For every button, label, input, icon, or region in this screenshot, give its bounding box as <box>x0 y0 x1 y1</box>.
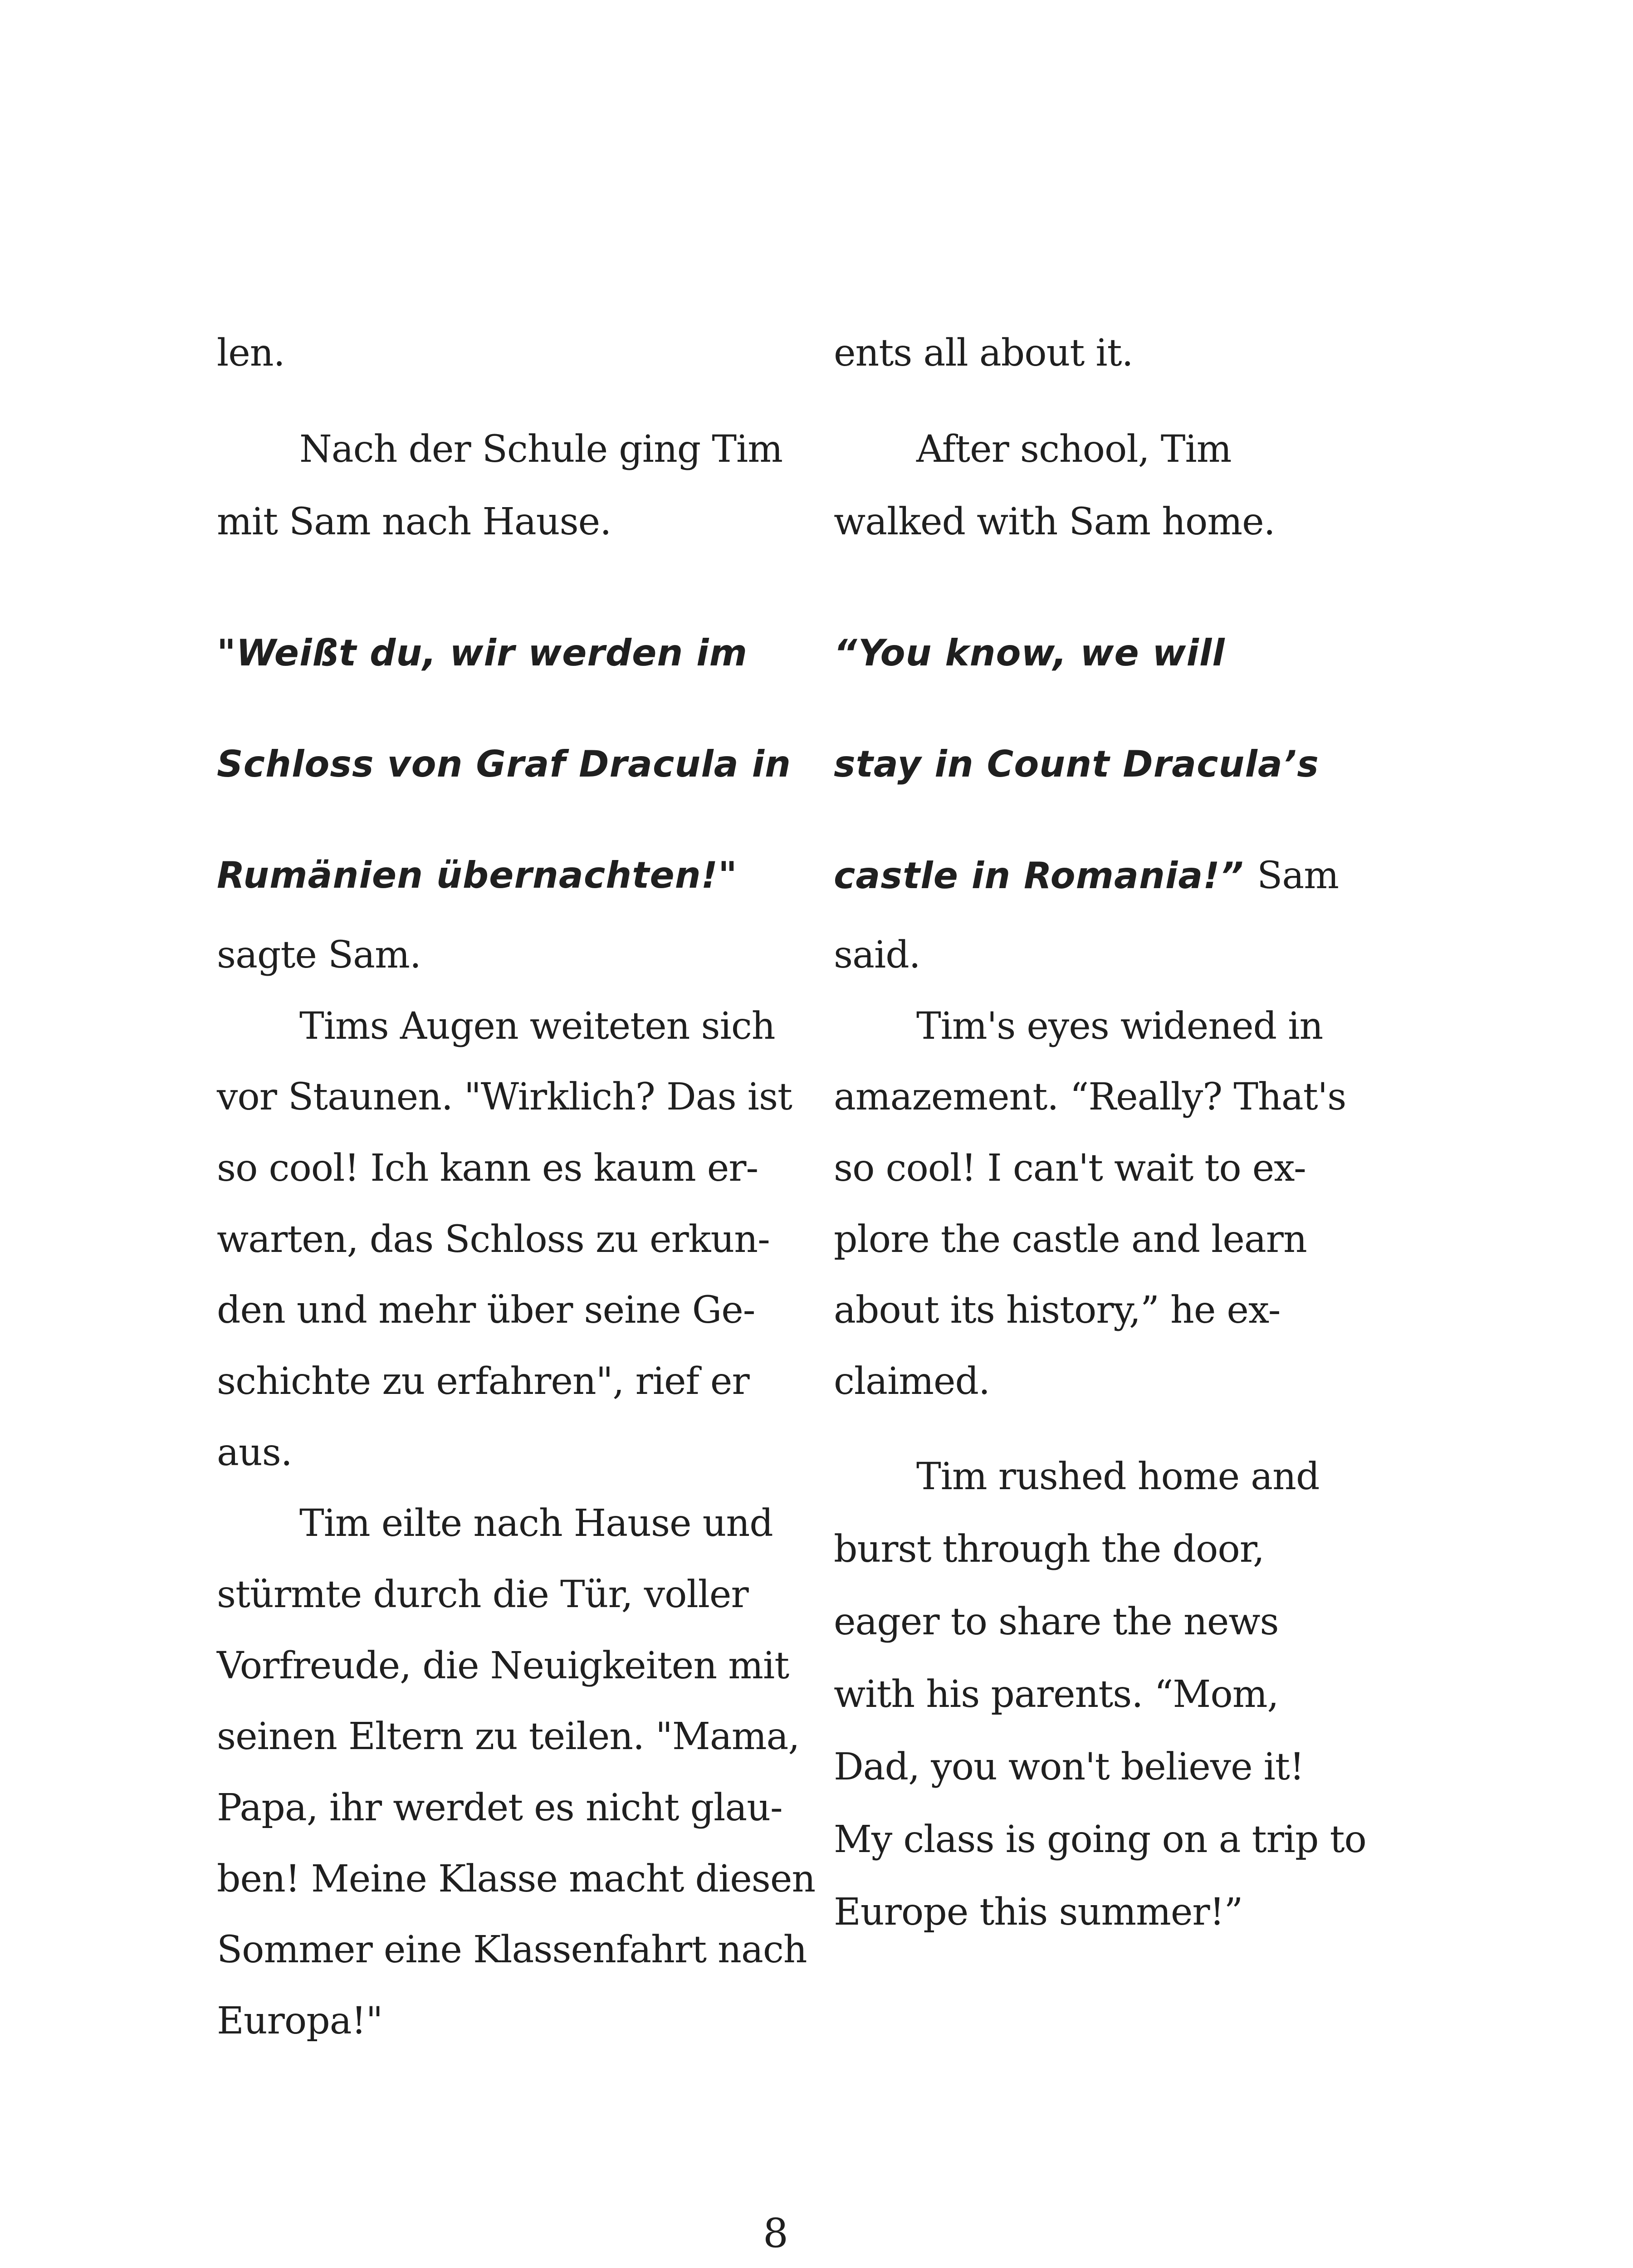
german-text-line: den und mehr über seine Ge- <box>217 1289 755 1332</box>
german-paragraph-start: Tims Augen weiteten sich <box>299 1005 775 1048</box>
german-text-line: mit Sam nach Hause. <box>217 500 611 543</box>
english-speaker-text: Sam <box>1257 854 1339 897</box>
german-text-line: Vorfreude, die Neuigkeiten mit <box>217 1644 789 1687</box>
german-text-line: Sommer eine Klassenfahrt nach <box>217 1928 807 1971</box>
german-text-line: sagte Sam. <box>217 934 421 977</box>
german-text-line: so cool! Ich kann es kaum er- <box>217 1147 758 1190</box>
english-quote-line: “You know, we will <box>834 632 1225 674</box>
german-text-line: ben! Meine Klasse macht diesen <box>217 1857 816 1901</box>
german-text-line: len. <box>217 332 285 375</box>
german-text-line: Europa!" <box>217 1999 383 2043</box>
english-text-line: burst through the door, <box>834 1528 1264 1571</box>
german-text-line: warten, das Schloss zu erkun- <box>217 1218 770 1261</box>
german-text-line: seinen Eltern zu teilen. "Mama, <box>217 1715 800 1758</box>
english-paragraph-start: Tim rushed home and <box>916 1455 1320 1498</box>
english-paragraph-start: Tim's eyes widened in <box>916 1005 1323 1048</box>
english-text-line: claimed. <box>834 1360 990 1403</box>
page-number: 8 <box>763 2210 788 2257</box>
english-text-line: Europe this summer!” <box>834 1891 1243 1934</box>
german-quote-line: "Weißt du, wir werden im <box>217 632 748 674</box>
english-text-line: amazement. “Really? That's <box>834 1075 1346 1119</box>
german-quote-line: Schloss von Graf Dracula in <box>217 743 791 785</box>
english-text-line: plore the castle and learn <box>834 1218 1307 1261</box>
english-text-line: Dad, you won't believe it! <box>834 1745 1304 1789</box>
german-paragraph-start: Nach der Schule ging Tim <box>299 428 783 471</box>
german-paragraph-start: Tim eilte nach Hause und <box>299 1502 773 1545</box>
english-quote-line: stay in Count Dracula’s <box>834 743 1319 785</box>
english-text-line: said. <box>834 934 920 977</box>
german-text-line: schichte zu erfahren", rief er <box>217 1360 749 1403</box>
german-text-line: aus. <box>217 1431 292 1474</box>
english-quote-line <box>834 854 1339 897</box>
german-text-line: stürmte durch die Tür, voller <box>217 1573 748 1616</box>
english-text-line: with his parents. “Mom, <box>834 1673 1279 1716</box>
german-text-line: Papa, ihr werdet es nicht glau- <box>217 1786 782 1829</box>
english-text-line: so cool! I can't wait to ex- <box>834 1147 1306 1190</box>
german-text-line: vor Staunen. "Wirklich? Das ist <box>217 1075 792 1119</box>
english-text-line: walked with Sam home. <box>834 500 1275 543</box>
english-paragraph-start: After school, Tim <box>916 428 1232 471</box>
english-text-line: about its history,” he ex- <box>834 1289 1281 1332</box>
german-quote-line: Rumänien übernachten!" <box>217 854 738 896</box>
english-text-line: My class is going on a trip to <box>834 1818 1366 1861</box>
english-quote-text: castle in Romania!” <box>834 855 1244 897</box>
english-text-line: ents all about it. <box>834 332 1133 375</box>
english-text-line: eager to share the news <box>834 1600 1279 1643</box>
